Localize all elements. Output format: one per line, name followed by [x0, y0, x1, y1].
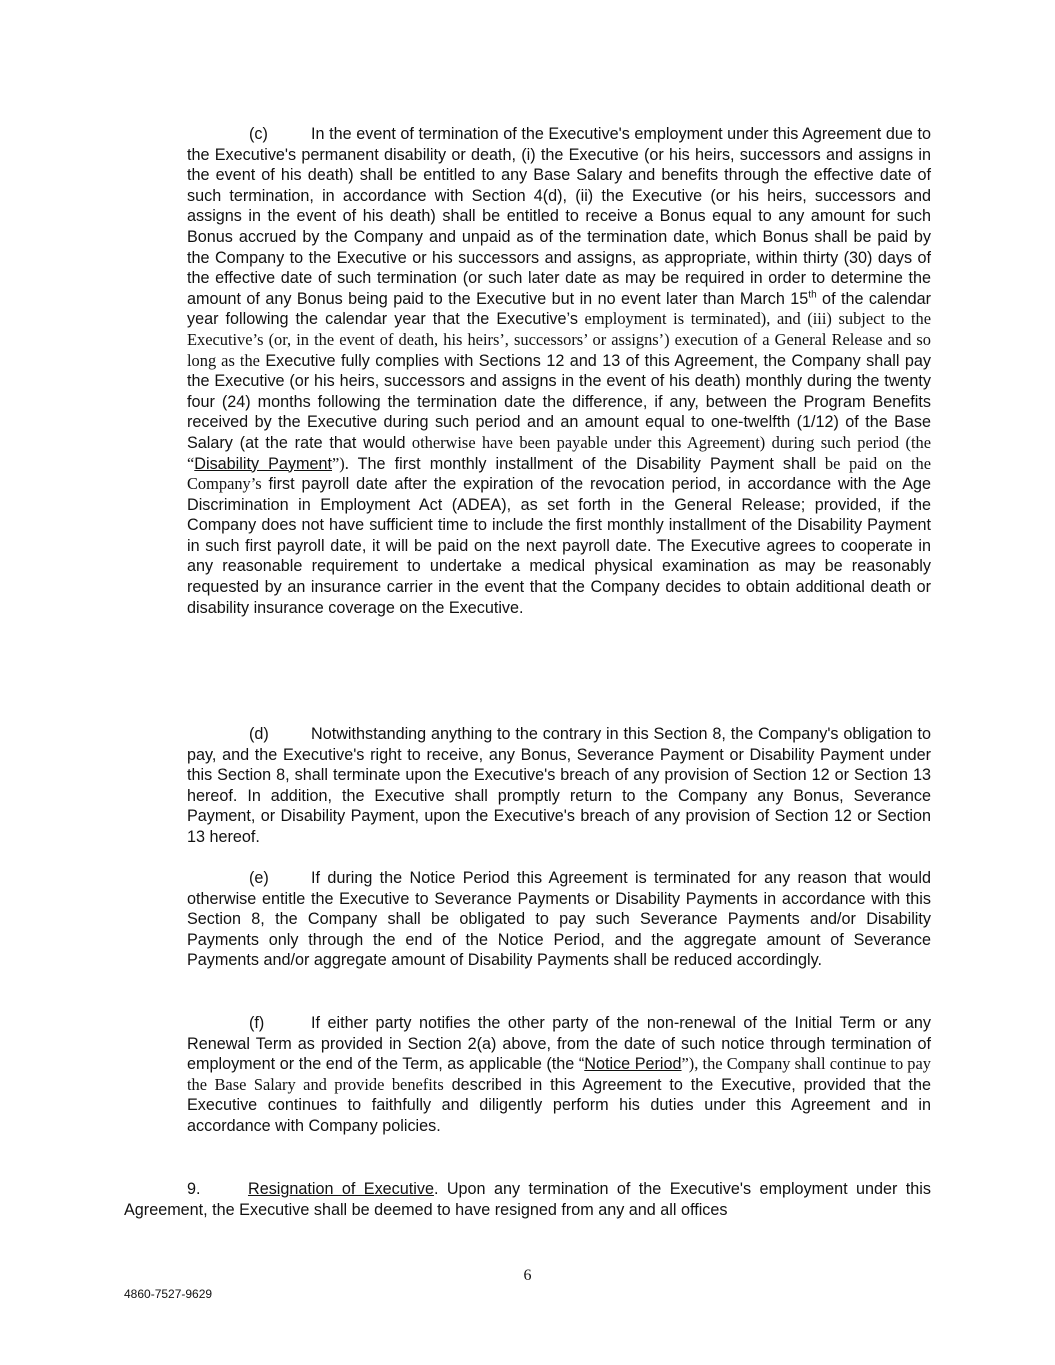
paragraph-text: employment is terminated), and (iii) subject to the Executive’s (or, in the event of death, his heirs’, successors’ or assigns’) execution of a General Release and so long as the: [187, 309, 931, 370]
paragraph-text: ”).: [332, 453, 349, 473]
paragraph-8c: [187, 124, 931, 618]
defined-term-notice-period: Notice Period: [584, 1055, 682, 1074]
paragraph-text: described in this Agreement to the Executive, provided that the Executive continues to faithfully and diligently perform his duties under this Agreement and in accordance with Company policies.: [187, 1075, 931, 1135]
paragraph-text: The first monthly installment of the Disability Payment shall: [348, 454, 817, 473]
paragraph-text: Notwithstanding anything to the contrary in this Section 8, the Company's obligation to pay, and the Executive's right to receive, any Bonus, Severance Payment or Disability Payment under this Section 8, shall terminate upon the Executive's breach of any provision of Section 12 or Section 13 hereof. In addition, the Executive shall promptly return to the Company any Bonus, Severance Payment, or Disability Payment, upon the Executive's breach of any provision of Section 12 or Section 13 hereof.: [187, 725, 931, 846]
paragraph-text: . Upon any termination of the Executive's employment under this Agreement, the Executive shall be deemed to have resigned from any and all offices: [124, 1180, 931, 1219]
paragraph-marker: (e): [249, 869, 269, 887]
paragraph-8d: [187, 724, 931, 848]
paragraph-text: If either party notifies the other party of the non-renewal of the Initial Term or any Renewal Term as provided in Section 2(a) above, from the date of such notice through termination of employment or the end of the Term, as applicable (the: [187, 1014, 931, 1074]
paragraph-text: of the calendar year following the calendar year that the Executive’s: [187, 289, 931, 329]
paragraph-marker: (d): [249, 725, 269, 743]
section-9: [124, 1179, 931, 1220]
defined-term-disability-payment: Disability Payment: [194, 454, 333, 473]
paragraph-text: be paid on the Company’s: [187, 453, 932, 494]
paragraph-marker: (f): [249, 1014, 265, 1032]
page-number: 6: [523, 1267, 532, 1284]
quote-mark: “: [578, 1055, 585, 1074]
paragraph-text: Executive fully complies with Sections 12 and 13 of this Agreement, the Company shall pay the Executive (or his heirs, successors and assigns in the event of his death) monthly during the twenty four (24) months following the termination date the difference, if any, between the Program Benefits received by the Executive during such period and an amount equal to one-twelfth (1/12) of the Base Salary (at the rate that would: [187, 351, 932, 452]
section-number: 9.: [187, 1180, 201, 1198]
ordinal-suffix: th: [808, 289, 817, 301]
paragraph-text: If during the Notice Period this Agreement is terminated for any reason that would otherwise entitle the Executive to Severance Payments or Disability Payments in accordance with this Section 8, the Company shall be obligated to pay such Severance Payments and/or Disability Payments only through the end of the Notice Period, and the aggregate amount of Severance Payments and/or aggregate amount of Disability Payments shall be reduced accordingly.: [187, 869, 931, 970]
paragraph-text: otherwise have been payable under this Agreement) during such period (the “: [187, 432, 932, 473]
paragraph-text: ”), the Company shall continue to pay the Base Salary and provide benefits: [187, 1054, 931, 1094]
paragraph-text: In the event of termination of the Executive's employment under this Agreement due to the Executive's permanent disability or death, (i) the Executive (or his heirs, successors and assigns in the event of his death) shall be entitled to any Base Salary and benefits through the effective date of such termination, in accordance with Section 4(d), (ii) the Executive (or his heirs, successors and assigns in the event of his death) shall be entitled to receive a Bonus equal to any amount for such Bonus accrued by the Company and unpaid as of the termination date, which Bonus shall be paid by the Company to the Executive or his successors and assigns, as appropriate, within thirty (30) days of the effective date of such termination (or such later date as may be required in order to determine the amount of any Bonus being paid to the Executive but in no event later than March 15: [187, 125, 931, 308]
document-id: 4860-7527-9629: [124, 1287, 213, 1301]
paragraph-marker: (c): [249, 125, 268, 143]
paragraph-8f: [187, 1013, 931, 1137]
section-heading: Resignation of Executive: [248, 1180, 434, 1198]
paragraph-text: first payroll date after the expiration of the revocation period, in accordance with the Age Discrimination in Employment Act (ADEA), as set forth in the General Release; provided, if the Company does not have sufficient time to include the first monthly installment of the Disability Payment in such first payroll date, it will be paid on the next payroll date. The Executive agrees to cooperate in any reasonable requirement to undertake a medical physical examination as may be reasonably requested by an insurance carrier in the event that the Company decides to obtain additional death or disability insurance coverage on the Executive.: [187, 475, 931, 617]
paragraph-8e: [187, 868, 931, 971]
